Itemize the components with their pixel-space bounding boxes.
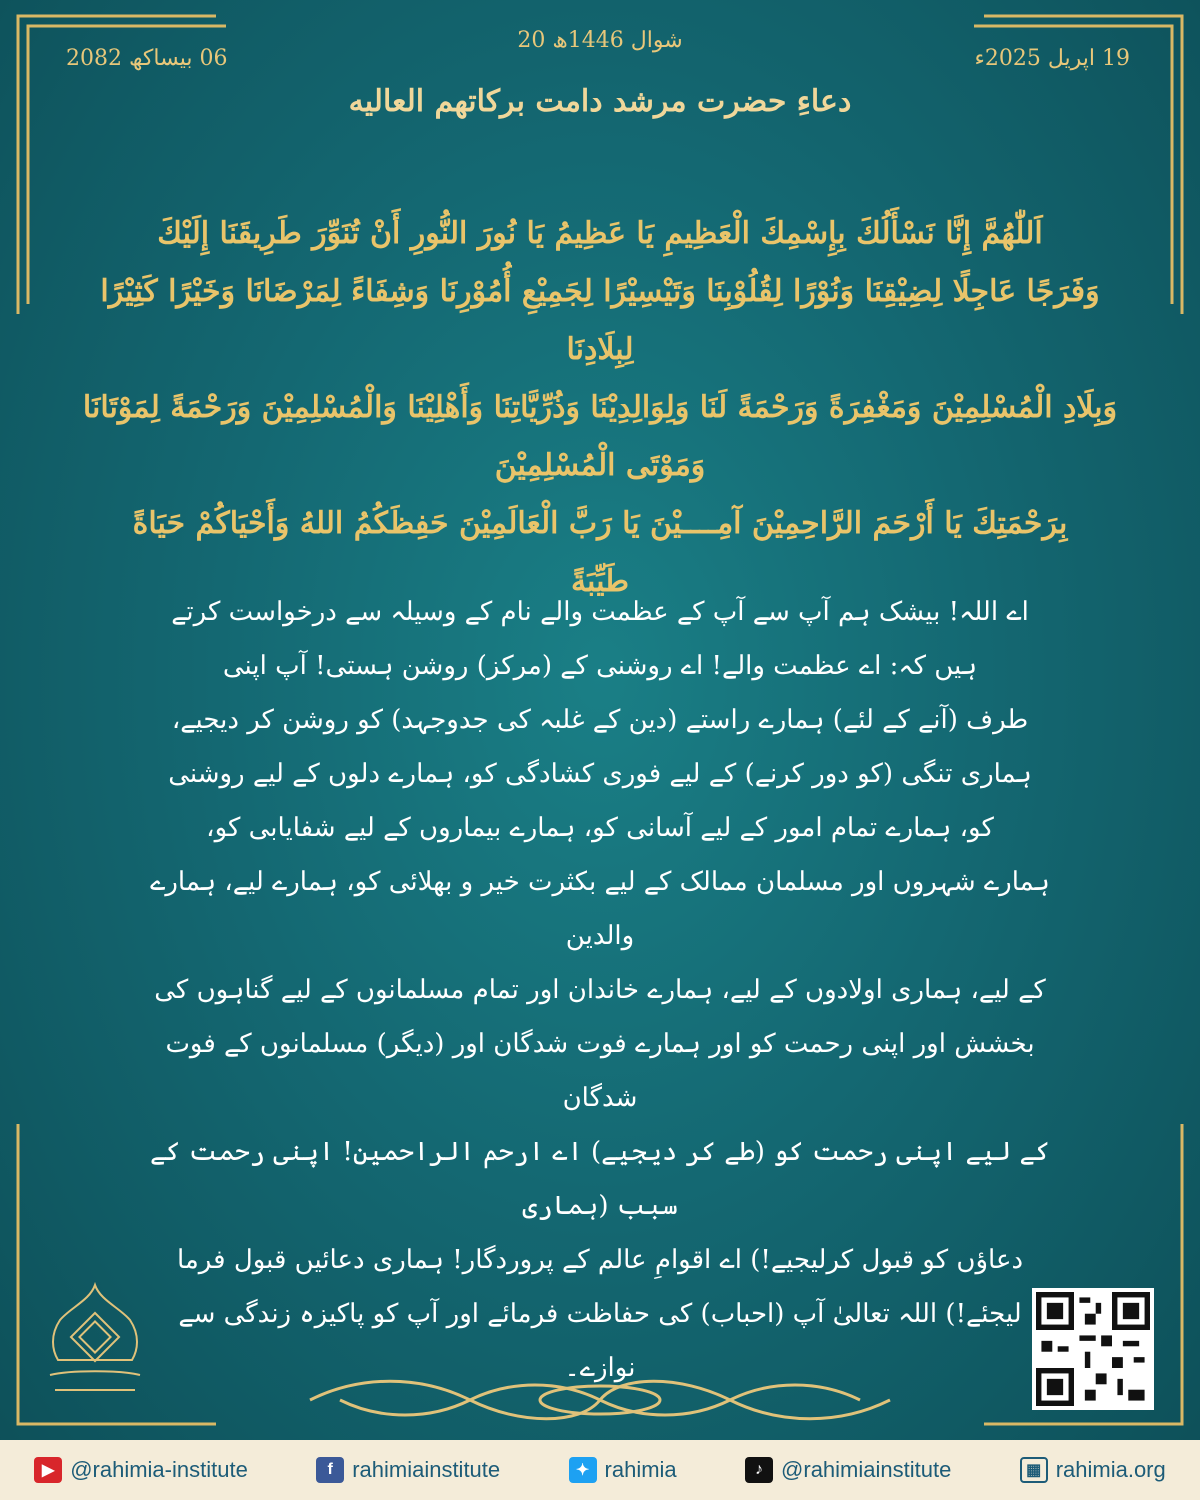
tiktok-icon: ♪ xyxy=(745,1457,773,1483)
web-icon: ▦ xyxy=(1020,1457,1048,1483)
urdu-line: ہیں کہ: اے عظمت والے! اے روشنی کے (مرکز) روشن ہستی! آپ اپنی xyxy=(222,651,978,681)
urdu-line: طرف (آنے کے لئے) ہمارے راستے (دین کے غلبہ کی جدوجہد) کو روشن کر دیجیے، xyxy=(171,705,1029,735)
twitter-icon: ✦ xyxy=(569,1457,597,1483)
ornament-divider xyxy=(300,1370,900,1430)
urdu-line: دعاؤں کو قبول کرلیجیے!) اے اقوامِ عالم کے پروردگار! ہماری دعائیں قبول فرما xyxy=(176,1245,1024,1275)
date-hijri: 20 شوال 1446ھ xyxy=(517,28,683,53)
website-url: rahimia.org xyxy=(1055,1457,1166,1482)
urdu-translation xyxy=(150,585,1050,1395)
urdu-line: اے اللہ! بیشک ہم آپ سے آپ کے عظمت والے نام کے وسیلہ سے درخواست کرتے xyxy=(171,597,1029,627)
tiktok-link[interactable] xyxy=(745,1457,951,1483)
urdu-line: ہمارے شہروں اور مسلمان ممالک کے لیے بکثرت خیر و بھلائی کو، ہمارے لیے، ہمارے والدین xyxy=(150,867,1050,951)
facebook-link[interactable] xyxy=(316,1457,500,1483)
urdu-line: لیجئے!) اللہ تعالیٰ آپ (احباب) کی حفاظت فرمائے اور آپ کو پاکیزہ زندگی سے نوازے۔ xyxy=(178,1299,1022,1383)
arabic-line: طَيِّبَةً xyxy=(570,564,630,599)
tiktok-handle: @rahimiainstitute xyxy=(781,1457,952,1482)
urdu-line: کے لیے اپنی رحمت کو (طے کر دیجیے) اے ارحم الراحمین! اپنی رحمت کے سبب (ہماری xyxy=(150,1137,1050,1221)
facebook-icon: f xyxy=(316,1457,344,1483)
arabic-line: وَفَرَجًا عَاجِلًا لِضِيْقِنَا وَنُوْرًا لِقُلُوْبِنَا وَتَيْسِيْرًا لِجَمِيْعِ أُمُوْرِنَا وَشِفَاءً لِمَرْضَانَا وَخَيْرًا كَثِيْرًا لِبِلَادِنَا xyxy=(100,274,1100,367)
arabic-line: بِرَحْمَتِكَ يَا أَرْحَمَ الرَّاحِمِيْنَ آمِــــيْنَ يَا رَبَّ الْعَالَمِيْنَ حَفِظَكُمُ اللهُ وَأَحْيَاكُمْ حَيَاةً xyxy=(132,506,1068,541)
arabic-dua xyxy=(80,205,1120,611)
page-title: دعاءِ حضرت مرشد دامت برکاتهم العالیه xyxy=(348,84,852,119)
youtube-link[interactable] xyxy=(34,1457,248,1483)
rahimia-logo xyxy=(40,1280,150,1410)
youtube-handle: @rahimia-institute xyxy=(70,1457,248,1482)
footer-social-bar xyxy=(0,1440,1200,1500)
qr-code[interactable] xyxy=(1032,1288,1154,1410)
urdu-line: بخشش اور اپنی رحمت کو اور ہمارے فوت شدگان اور (دیگر) مسلمانوں کے فوت شدگان xyxy=(165,1029,1035,1113)
date-bikrami: 06 بیساکھ 2082 xyxy=(66,46,228,71)
twitter-link[interactable] xyxy=(569,1457,677,1483)
urdu-line: ہماری تنگی (کو دور کرنے) کے لیے فوری کشادگی کو، ہمارے دلوں کے لیے روشنی xyxy=(168,759,1032,789)
arabic-line: وَبِلَادِ الْمُسْلِمِيْنَ وَمَغْفِرَةً وَرَحْمَةً لَنَا وَلِوَالِدِيْنَا وَذُرِّيَّاتِنَا وَأَهْلِيْنَا وَالْمُسْلِمِيْنَ وَرَحْمَةً لِمَوْتَانَا وَمَوْتَى الْمُسْلِمِيْنَ xyxy=(82,390,1118,483)
facebook-handle: rahimiainstitute xyxy=(352,1457,501,1482)
arabic-line: اَللّٰهُمَّ إِنَّا نَسْأَلُكَ بِإِسْمِكَ الْعَظِيمِ يَا عَظِيمُ يَا نُورَ النُّورِ أَنْ تُنَوِّرَ طَرِيقَنَا إِلَيْكَ xyxy=(157,216,1043,251)
urdu-line: کے لیے، ہماری اولادوں کے لیے، ہمارے خاندان اور تمام مسلمانوں کے لیے گناہوں کی xyxy=(154,975,1046,1005)
date-gregorian: 19 اپریل 2025ء xyxy=(974,46,1130,71)
urdu-line: کو، ہمارے تمام امور کے لیے آسانی کو، ہمارے بیماروں کے لیے شفایابی کو، xyxy=(206,813,994,843)
twitter-handle: rahimia xyxy=(604,1457,677,1482)
youtube-icon: ▶ xyxy=(34,1457,62,1483)
website-link[interactable] xyxy=(1020,1457,1166,1483)
